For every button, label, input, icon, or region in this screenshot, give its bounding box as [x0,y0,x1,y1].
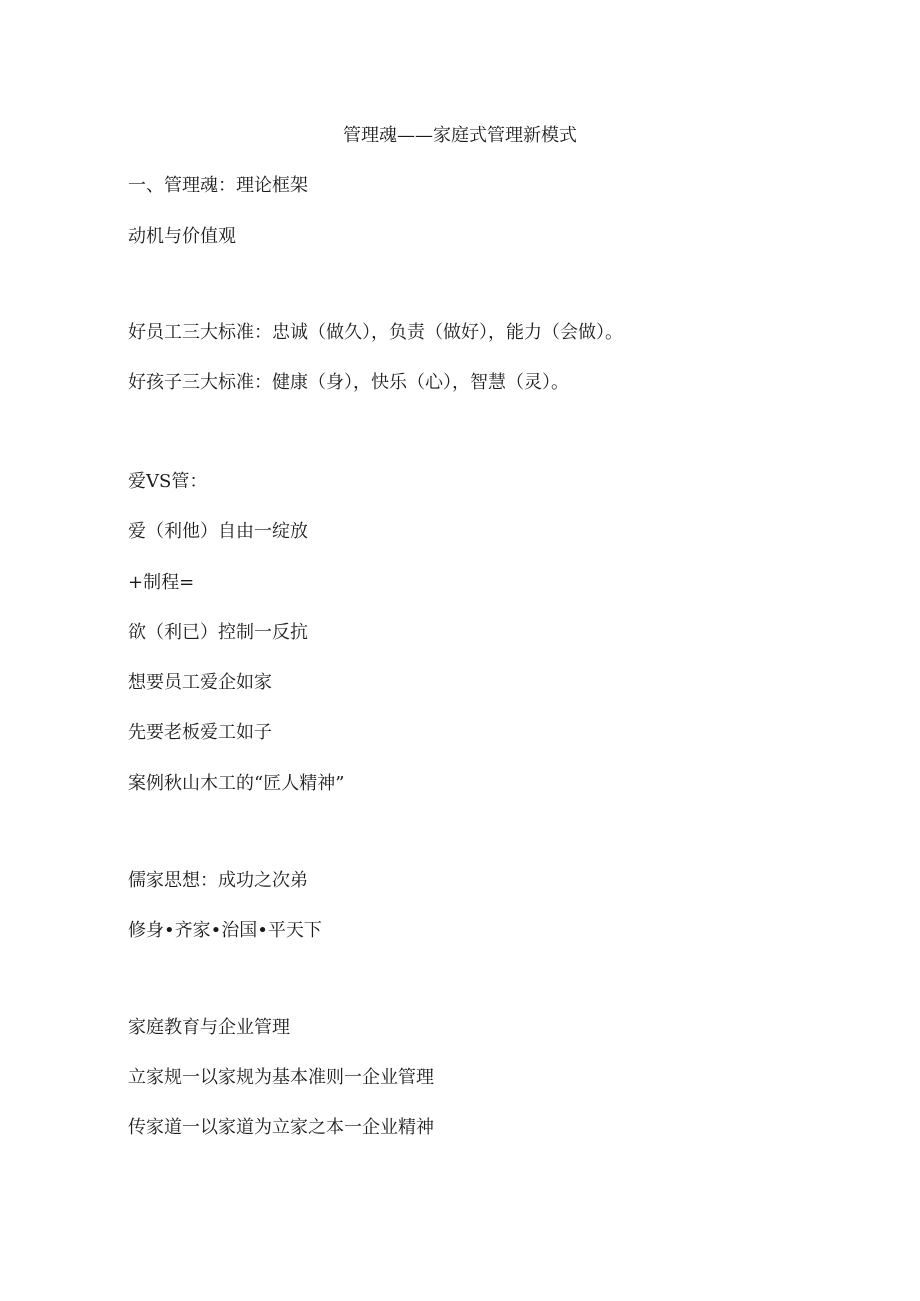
section-heading: 一、管理魂：理论框架 [128,175,308,196]
text-line: 爱VS管： [128,471,208,492]
text-line: 案例秋山木工的“匠人精神” [128,773,345,794]
text-line: 想要员工爱企如家 [128,672,272,693]
text-line: 动机与价值观 [128,226,236,247]
text-line: +制程= [128,572,195,593]
text-line: 先要老板爱工如子 [128,722,272,743]
text-line: 家庭教育与企业管理 [128,1017,290,1038]
text-line: 儒家思想：成功之次弟 [128,870,308,891]
text-line: 好员工三大标准：忠诚（做久），负责（做好），能力（会做）。 [128,322,623,343]
text-line: 传家道一以家道为立家之本一企业精神 [128,1117,434,1138]
text-line: 爱（利他）自由一绽放 [128,521,308,542]
text-line: 好孩子三大标准：健康（身），快乐（心），智慧（灵）。 [128,372,569,393]
document-title: 管理魂——家庭式管理新模式 [343,125,577,146]
text-line: 欲（利已）控制一反抗 [128,622,308,643]
text-line: 立家规一以家规为基本准则一企业管理 [128,1067,434,1088]
text-line: 修身•齐家•治国•平天下 [128,920,322,941]
